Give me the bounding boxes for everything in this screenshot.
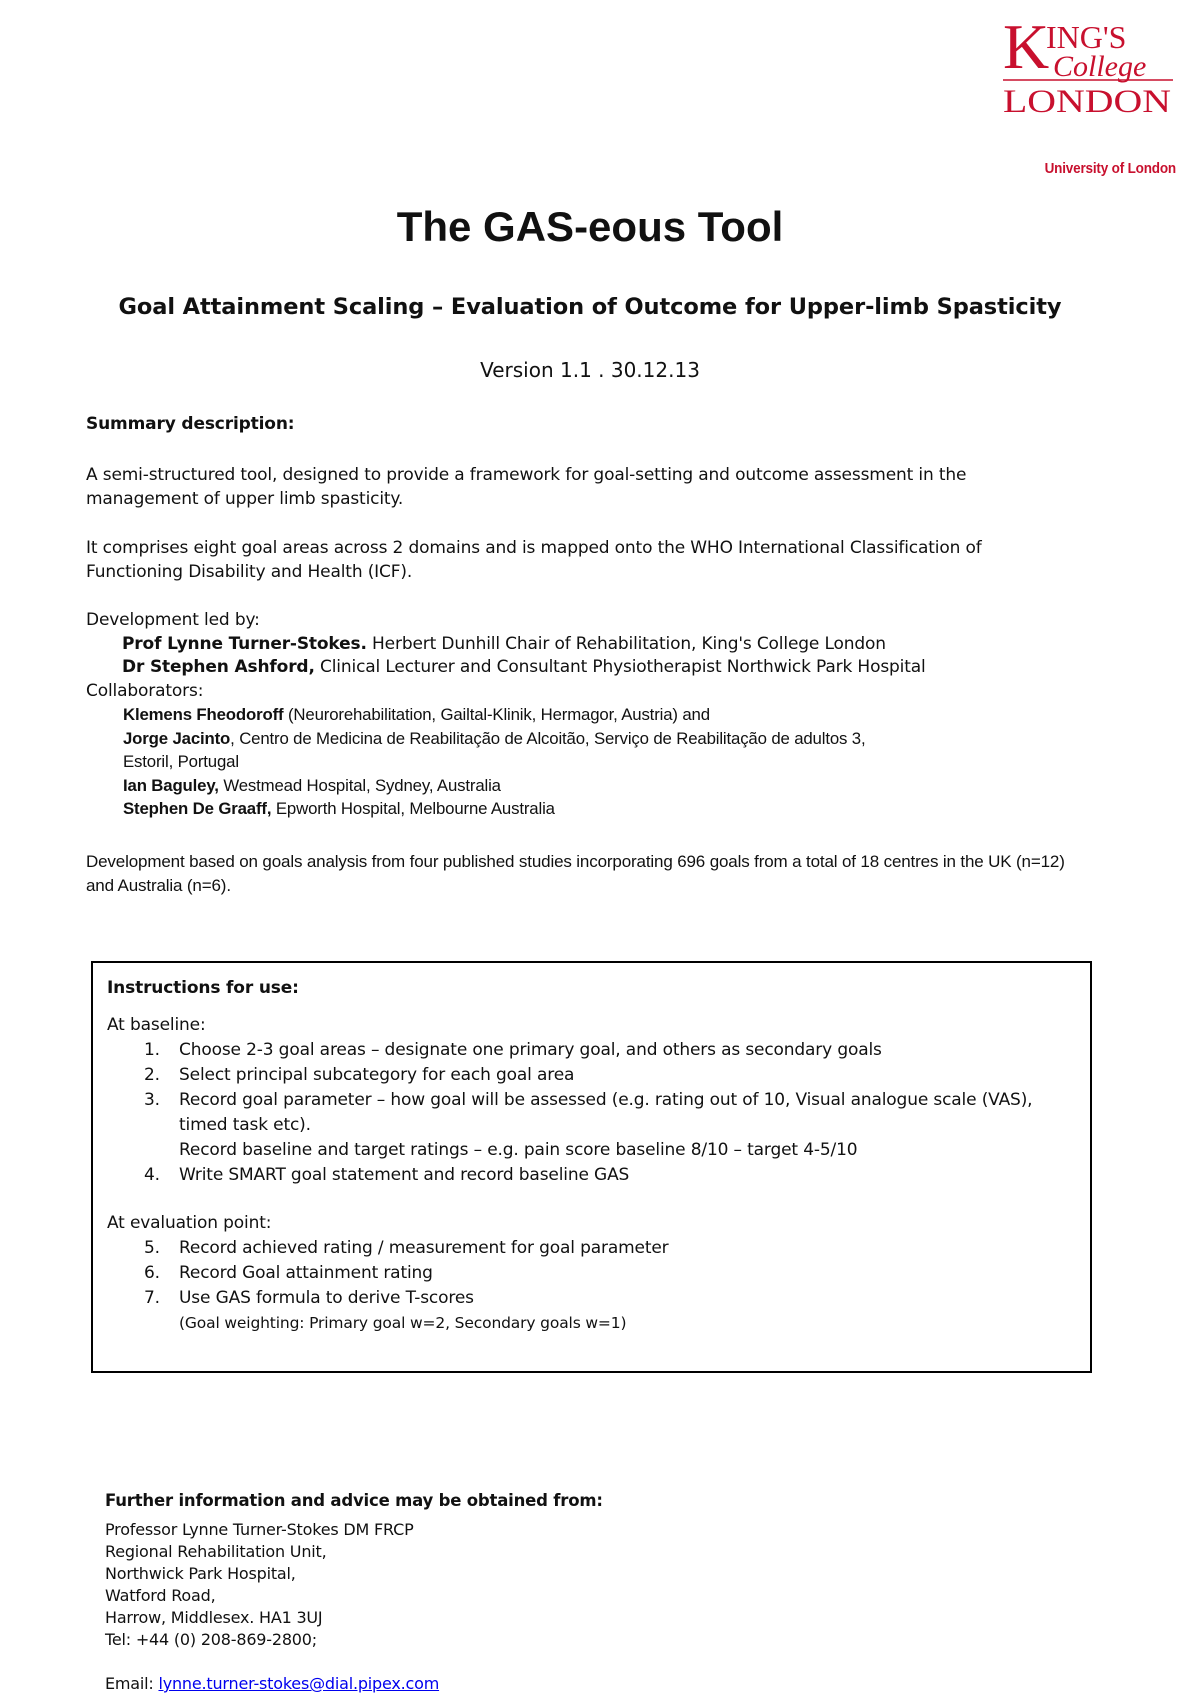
step-number: 3. xyxy=(144,1090,160,1110)
lead-name: Prof Lynne Turner-Stokes. xyxy=(122,633,367,654)
address-line: Regional Rehabilitation Unit, xyxy=(105,1542,327,1561)
page-subtitle: Goal Attainment Scaling – Evaluation of Outcome for Upper-limb Spasticity xyxy=(118,294,1062,320)
step-number: 7. xyxy=(144,1288,160,1308)
email-link[interactable]: lynne.turner-stokes@dial.pipex.com xyxy=(158,1674,440,1693)
list-item xyxy=(107,1286,1067,1336)
address-line: Tel: +44 (0) 208-869-2800; xyxy=(105,1630,317,1649)
list-item xyxy=(107,1063,1067,1088)
summary-heading: Summary description: xyxy=(86,414,295,434)
list-item xyxy=(107,1088,1067,1163)
version-label: Version 1.1 . 30.12.13 xyxy=(480,358,700,382)
list-item xyxy=(107,1038,1067,1063)
lead-1 xyxy=(86,633,1076,657)
further-information-heading: Further information and advice may be obtained from: xyxy=(105,1491,603,1510)
goal-weighting-note: (Goal weighting: Primary goal w=2, Secondary goals w=1) xyxy=(179,1314,627,1332)
collaborator-name: Ian Baguley, xyxy=(123,775,219,795)
collaborator-2 xyxy=(86,727,1076,751)
address-line: Harrow, Middlesex. HA1 3UJ xyxy=(105,1608,323,1627)
step-text: Record achieved rating / measurement for goal parameter xyxy=(179,1238,669,1258)
step-number: 4. xyxy=(144,1165,160,1185)
collaborator-detail: Westmead Hospital, Sydney, Australia xyxy=(218,775,501,795)
kings-college-logo xyxy=(1001,16,1176,177)
further-information xyxy=(105,1490,805,1695)
step-number: 2. xyxy=(144,1065,160,1085)
baseline-steps xyxy=(107,1038,1067,1188)
logo-kings-text: ING'S xyxy=(1046,19,1127,55)
lead-name: Dr Stephen Ashford, xyxy=(122,657,315,677)
step-text: Use GAS formula to derive T-scores xyxy=(179,1288,474,1308)
collaborator-detail: Estoril, Portugal xyxy=(123,752,239,771)
step-number: 6. xyxy=(144,1263,160,1283)
collaborator-name: Klemens Fheodoroff xyxy=(123,705,284,724)
evaluation-label: At evaluation point: xyxy=(107,1213,272,1233)
collaborator-3 xyxy=(86,774,1076,798)
step-number: 5. xyxy=(144,1238,160,1258)
list-item xyxy=(107,1163,1067,1188)
email-label: Email: xyxy=(105,1674,159,1693)
development-team xyxy=(86,609,1076,821)
collaborator-4 xyxy=(86,797,1076,821)
kings-college-logo-mark xyxy=(1001,16,1176,126)
logo-london-text: LONDON xyxy=(1003,84,1172,120)
collaborator-detail: , Centro de Medicina de Reabilitação de Alcoitão, Serviço de Reabilitação de adultos 3, xyxy=(230,728,866,748)
step-text: Select principal subcategory for each goal area xyxy=(179,1065,575,1085)
address-line: Professor Lynne Turner-Stokes DM FRCP xyxy=(105,1520,414,1539)
step-extra-text: Record baseline and target ratings – e.g. pain score baseline 8/10 – target 4-5/10 xyxy=(179,1140,858,1160)
development-led-by-label: Development led by: xyxy=(86,610,260,630)
instructions-heading: Instructions for use: xyxy=(107,978,299,998)
step-text: Choose 2-3 goal areas – designate one primary goal, and others as secondary goals xyxy=(179,1040,882,1060)
lead-detail: Clinical Lecturer and Consultant Physiotherapist Northwick Park Hospital xyxy=(314,657,926,677)
collaborator-detail: (Neurorehabilitation, Gailtal-Klinik, Hermagor, Austria) and xyxy=(283,705,710,724)
summary-paragraph-1: A semi-structured tool, designed to provide a framework for goal-setting and outcome assessment in the management of upper limb spasticity. xyxy=(86,465,967,509)
list-item xyxy=(107,1236,1067,1261)
lead-detail: Herbert Dunhill Chair of Rehabilitation, King's College London xyxy=(366,633,886,654)
instructions-box xyxy=(91,961,1092,1373)
collaborator-1 xyxy=(86,703,1076,727)
step-text: Record Goal attainment rating xyxy=(179,1263,433,1283)
development-basis: Development based on goals analysis from four published studies incorporating 696 goals from a total of 18 centres in the UK (n=12) and Australia (n=6). xyxy=(86,852,1065,895)
email-row xyxy=(105,1673,805,1695)
step-text: Record goal parameter – how goal will be assessed (e.g. rating out of 10, Visual analogue scale (VAS), timed task etc). xyxy=(179,1090,1033,1135)
address-line: Northwick Park Hospital, xyxy=(105,1564,296,1583)
list-item xyxy=(107,1261,1067,1286)
page-title: The GAS-eous Tool xyxy=(396,203,784,250)
logo-university-subtitle: University of London xyxy=(1044,160,1176,177)
logo-college-text: College xyxy=(1053,50,1147,83)
collaborator-name: Jorge Jacinto xyxy=(123,728,231,748)
step-text: Write SMART goal statement and record baseline GAS xyxy=(179,1165,630,1185)
collaborator-name: Stephen De Graaff, xyxy=(123,799,272,818)
logo-k: K xyxy=(1003,16,1050,82)
step-number: 1. xyxy=(144,1040,160,1060)
summary-paragraph-2: It comprises eight goal areas across 2 domains and is mapped onto the WHO International Classification of Functioning Disability and Health (ICF). xyxy=(86,538,982,582)
address-line: Watford Road, xyxy=(105,1586,216,1605)
collaborator-2-continued xyxy=(86,750,1076,774)
collaborator-detail: Epworth Hospital, Melbourne Australia xyxy=(271,799,555,818)
evaluation-steps xyxy=(107,1236,1067,1336)
collaborators-label: Collaborators: xyxy=(86,680,204,701)
lead-2 xyxy=(86,656,1076,680)
baseline-label: At baseline: xyxy=(107,1015,206,1035)
